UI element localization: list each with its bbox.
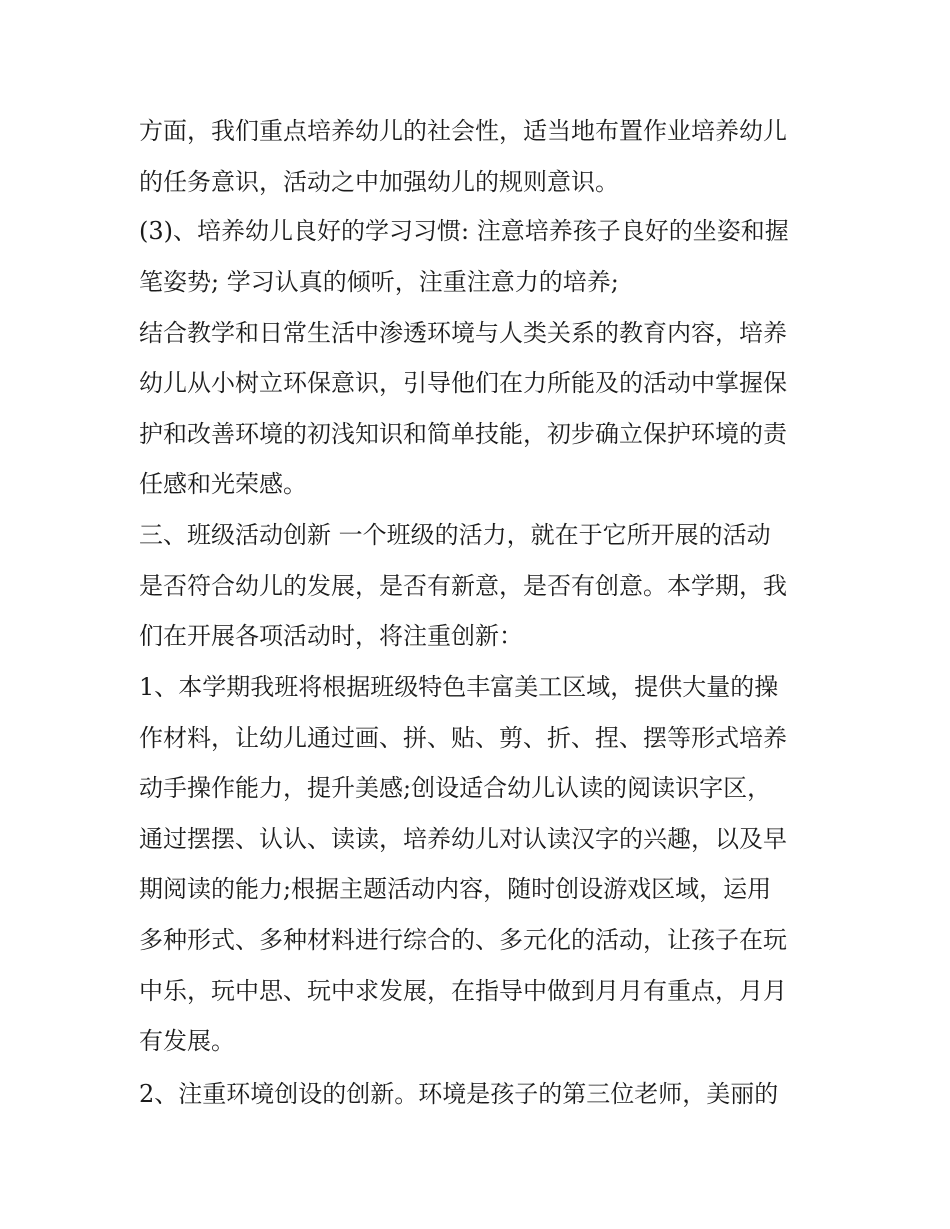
text-line: 动手操作能力，提升美感;创设适合幼儿认读的阅读识字区， (139, 774, 772, 802)
text-line: 多种形式、多种材料进行综合的、多元化的活动，让孩子在玩 (139, 926, 787, 954)
text-line: 1、本学期我班将根据班级特色丰富美工区域，提供大量的操 (139, 673, 779, 701)
text-line: 有发展。 (139, 1027, 235, 1055)
text-line: 是否符合幼儿的发展，是否有新意，是否有创意。本学期，我 (139, 572, 787, 600)
text-line: 幼儿从小树立环保意识，引导他们在力所能及的活动中掌握保 (139, 369, 787, 397)
text-line: 通过摆摆、认认、读读，培养幼儿对认读汉字的兴趣，以及早 (139, 825, 787, 853)
text-line: 期阅读的能力;根据主题活动内容，随时创设游戏区域，运用 (139, 875, 772, 903)
text-line: 笔姿势; 学习认真的倾听，注重注意力的培养; (139, 268, 619, 296)
text-line: 的任务意识，活动之中加强幼儿的规则意识。 (139, 168, 619, 196)
text-line: (3)、培养幼儿良好的学习习惯: 注意培养孩子良好的坐姿和握 (139, 217, 789, 245)
text-line: 方面，我们重点培养幼儿的社会性，适当地布置作业培养幼儿 (139, 117, 787, 145)
text-line: 们在开展各项活动时，将注重创新： (139, 622, 523, 650)
text-line: 结合教学和日常生活中渗透环境与人类关系的教育内容，培养 (139, 319, 787, 347)
text-line: 任感和光荣感。 (139, 470, 307, 498)
text-line: 作材料，让幼儿通过画、拼、贴、剪、折、捏、摆等形式培养 (139, 724, 787, 752)
text-line: 中乐，玩中思、玩中求发展，在指导中做到月月有重点，月月 (139, 977, 787, 1005)
text-line: 2、注重环境创设的创新。环境是孩子的第三位老师，美丽的 (139, 1080, 779, 1108)
text-line: 三、班级活动创新 一个班级的活力，就在于它所开展的活动 (139, 521, 771, 549)
text-line: 护和改善环境的初浅知识和简单技能，初步确立保护环境的责 (139, 420, 787, 448)
